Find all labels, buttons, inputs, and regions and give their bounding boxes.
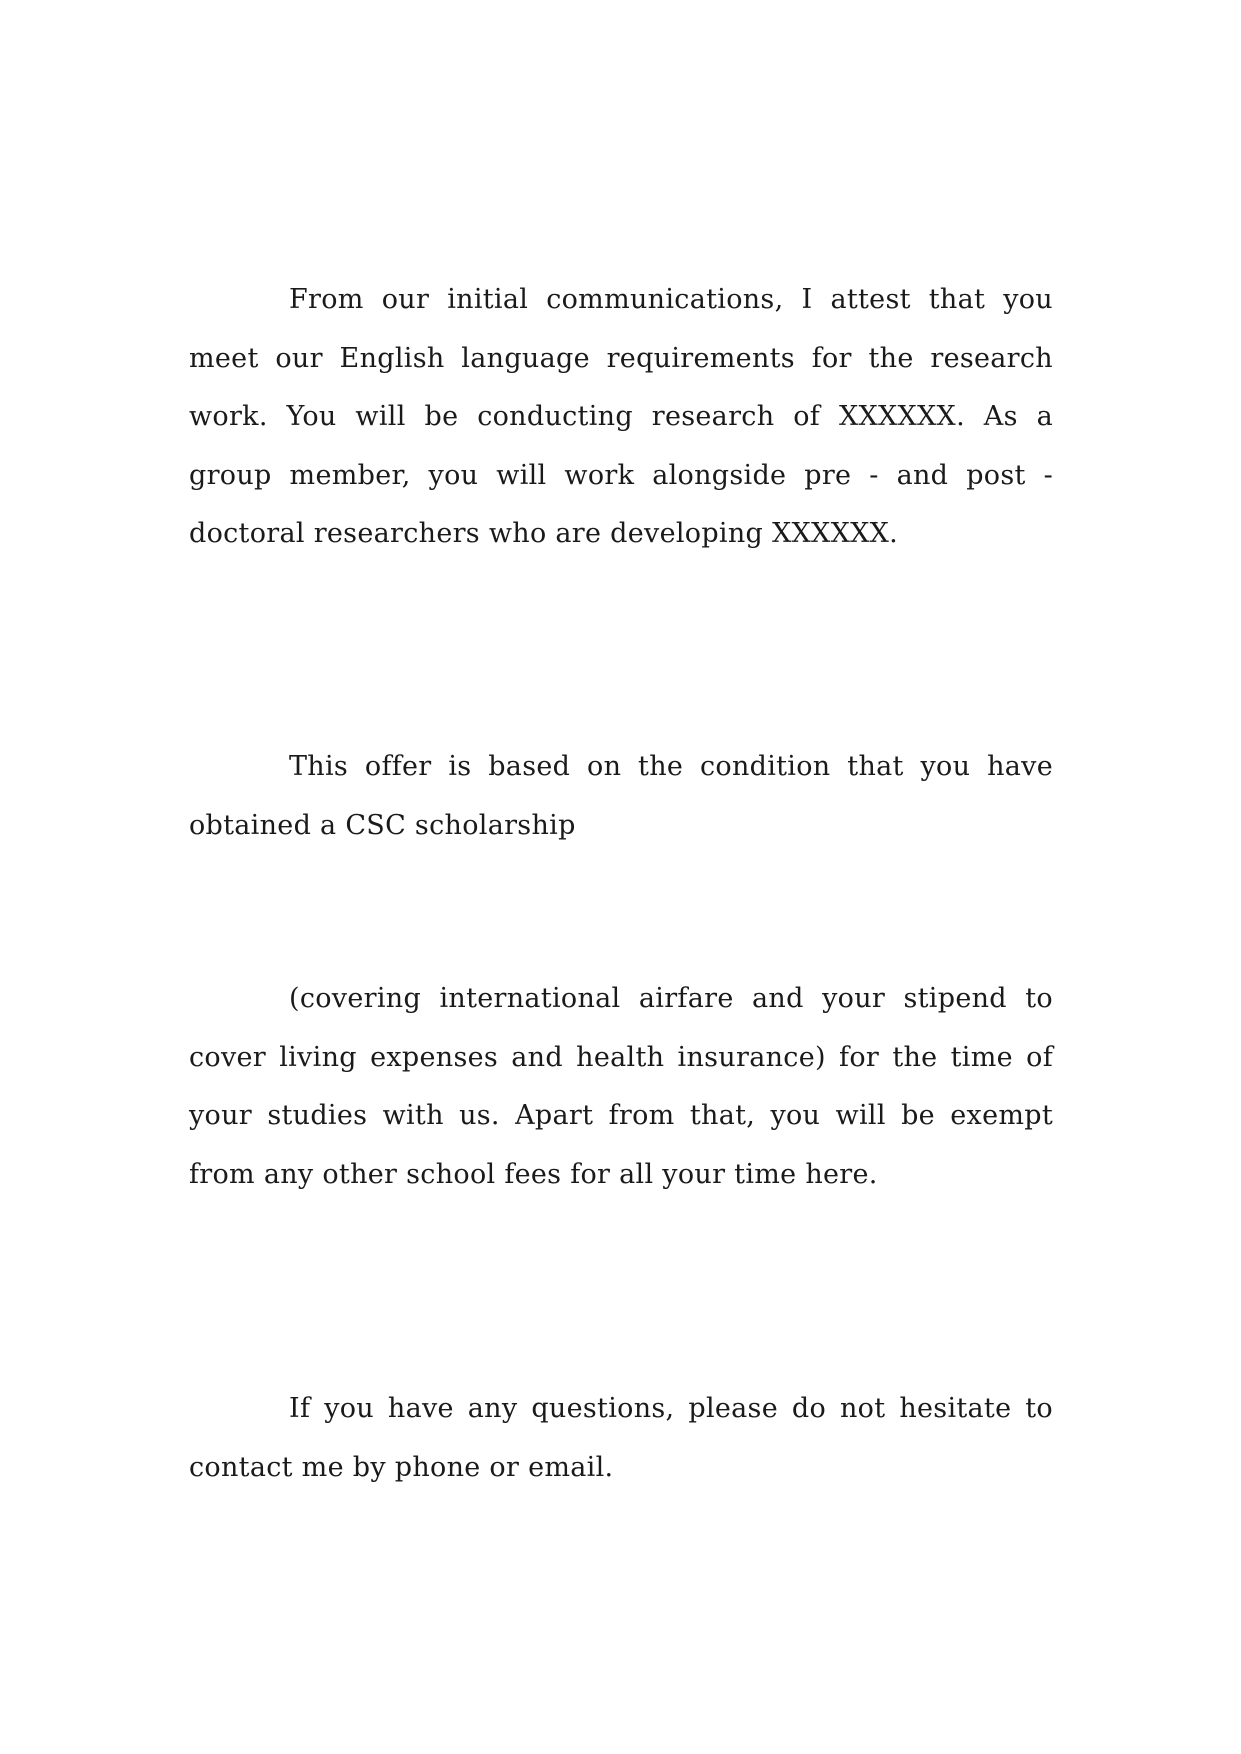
paragraph-contact: If you have any questions, please do not hesitate to contact me by phone or email. <box>189 1393 1053 1483</box>
paragraph-scholarship-coverage: (covering international airfare and your stipend to cover living expenses and health insurance) for the time of your studies with us. Apart from that, you will be exempt from any other school fees for all your time here. <box>189 983 1053 1190</box>
paragraph-english-requirements: From our initial communications, I attest that you meet our English language requirements for the research work. You will be conducting research of XXXXXX. As a group member, you will work alongside pre - and post - doctoral researchers who are developing XXXXXX. <box>189 284 1053 549</box>
paragraph-offer-condition: This offer is based on the condition that you have obtained a CSC scholarship <box>189 751 1053 841</box>
